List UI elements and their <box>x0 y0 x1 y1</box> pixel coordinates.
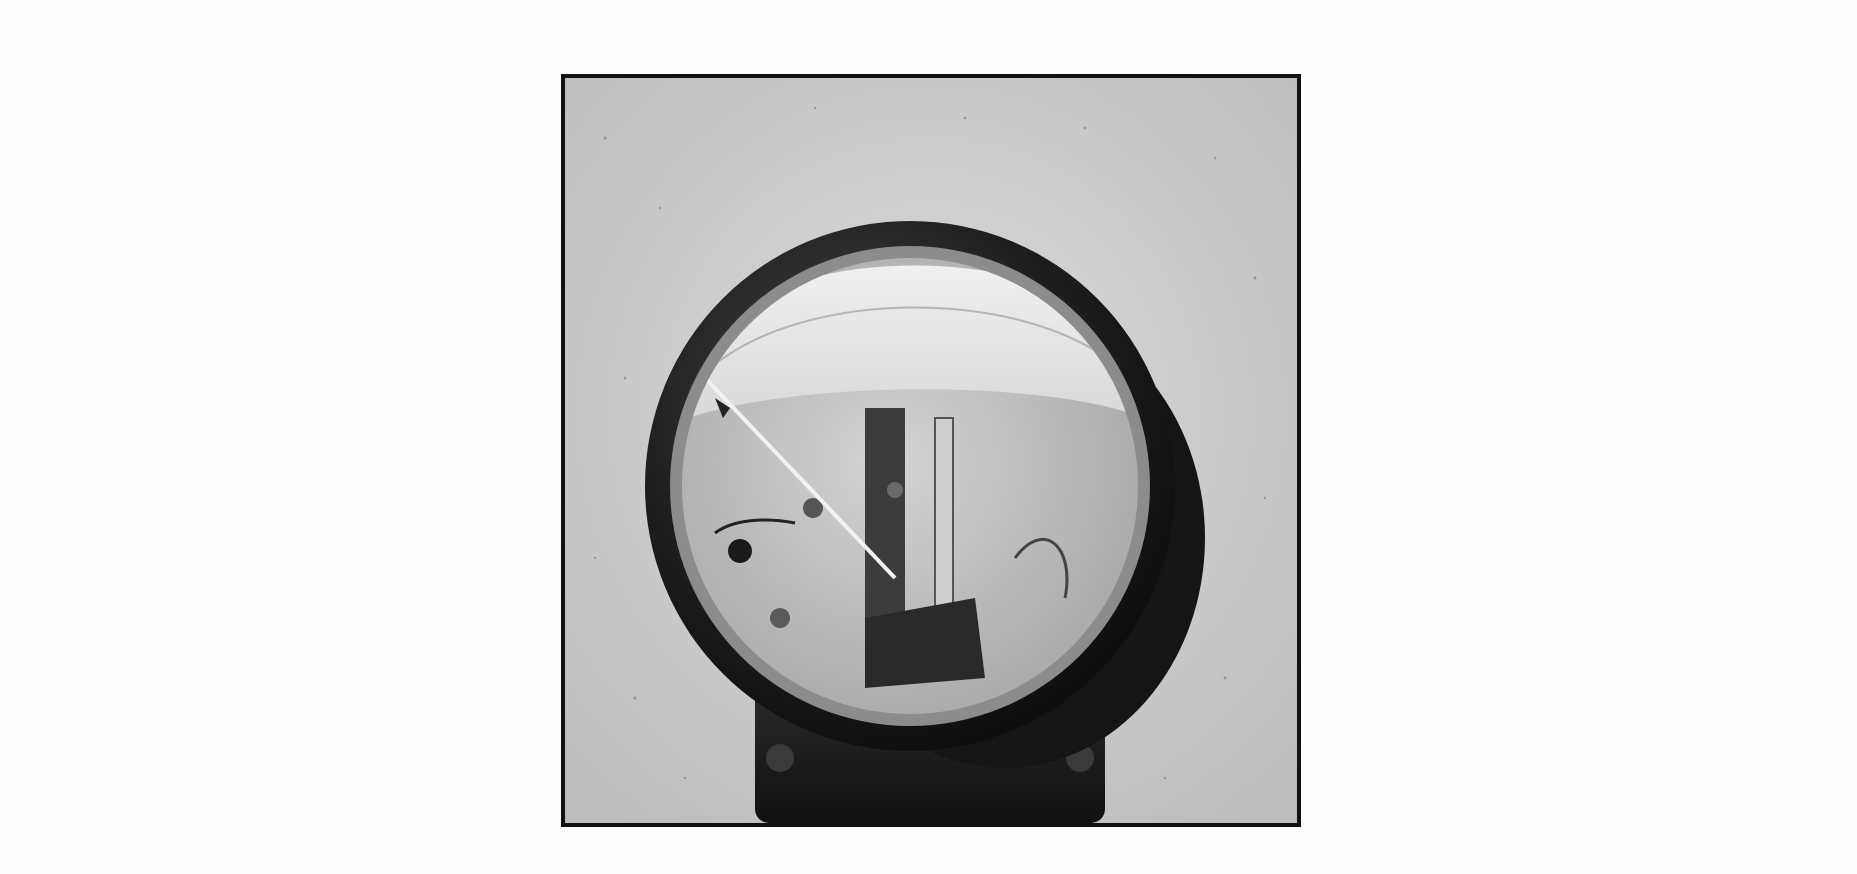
base-terminal-left <box>766 744 794 772</box>
spring-assembly <box>935 418 953 618</box>
screw-3 <box>770 608 790 628</box>
meter-illustration <box>565 78 1297 823</box>
meter-photograph <box>561 74 1301 827</box>
screw-2 <box>887 482 903 498</box>
terminal-knob <box>728 539 752 563</box>
